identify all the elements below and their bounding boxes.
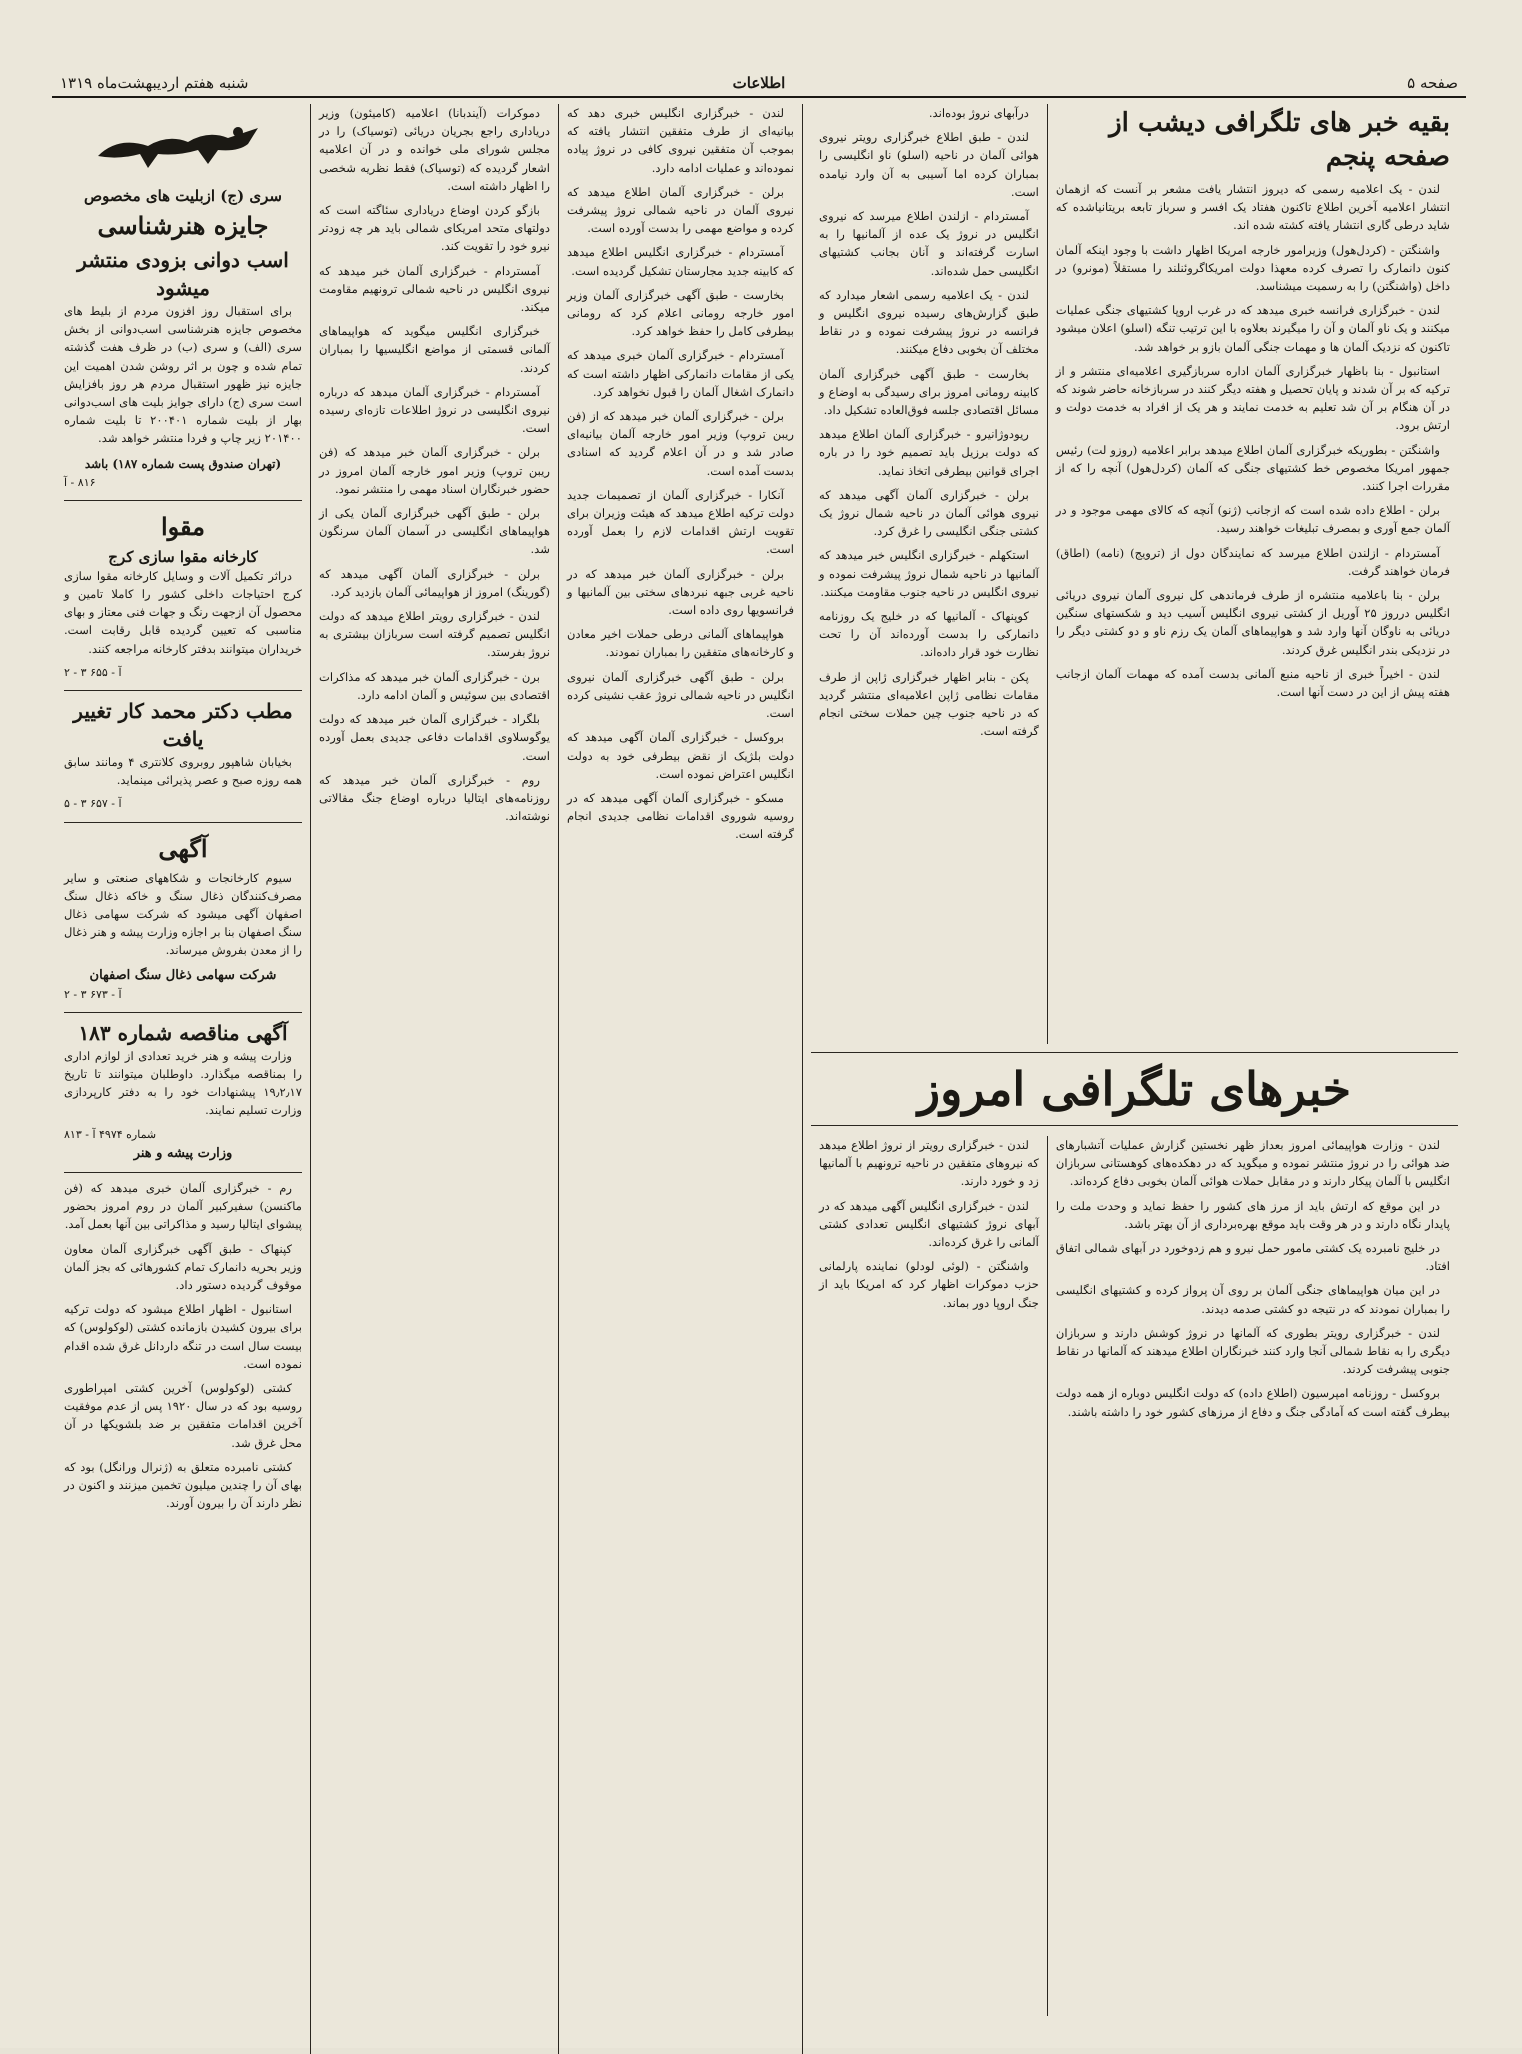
right-block-bottom xyxy=(811,1136,1458,2016)
ad-code: شماره ۴۹۷۴ آ - ۸۱۳ xyxy=(64,1127,157,1141)
tender-title: آگهی مناقصه شماره ۱۸۳ xyxy=(78,1020,288,1045)
news-item: مسکو - خبرگزاری آلمان آگهی میدهد که در روسیه شوروی اقدامات نظامی جدیدی انجام گرفته است. xyxy=(567,790,794,842)
coal-title: آگهی xyxy=(158,833,208,863)
ad-code: آ - ۶۵۵ ۳ - ۲ xyxy=(64,665,122,679)
column-3 xyxy=(558,104,802,2054)
news-item: آمستردام - ازلندن اطلاع میرسد که نمایندگان دول از (ترویج) (نامه) (اطاق) فرمان خواهند گرفت. xyxy=(1055,545,1450,578)
ad-code: آ - ۶۵۷ ۳ - ۵ xyxy=(64,797,122,811)
cardboard-subtitle: کارخانه مقوا سازی کرج xyxy=(108,547,258,566)
news-item: استانبول - اظهار اطلاع میشود که دولت ترکیه برای بیرون کشیدن بازمانده کشتی (لوکولوس) که بیست سال است در تنگه داردانل غرق شده اقدام نموده است. xyxy=(64,1302,302,1371)
news-item: در این موقع که ارتش باید از مرز های کشور را حفظ نماید و وحدت ملت را پایدار نگاه دارند و در هر وقت باید موقع بهره‌برداری از آن بهتر باشد. xyxy=(1055,1198,1450,1231)
clinic-title: مطب دکتر محمد کار تغییر یافت xyxy=(73,699,293,752)
news-item: کشتی نامبرده متعلق به (ژنرال ورانگل) بود که بهای آن را چندین میلیون تخمین میزنند و اکنون در نظر دارند آن را بیرون آورند. xyxy=(64,1459,302,1511)
cardboard-title: مقوا xyxy=(160,511,206,541)
news-item: برلن - خبرگزاری آلمان خبر میدهد که (فن ریبن تروپ) وزیر امور خارجه آلمان امروز در حضور خبرنگاران اسناد مهمی را منتشر نمود. xyxy=(319,445,550,496)
news-item: آمستردام - خبرگزاری آلمان خبر میدهد که نیروی انگلیس در ناحیه شمالی ترونهیم مقاومت میکند. xyxy=(319,263,550,315)
news-item: رم - خبرگزاری آلمان خبری میدهد که (فن ماکنسن) سفیرکبیر آلمان در روم امروز بحضور پیشوای ایتالیا رسید و مذاکراتی بین آنها بعمل آمد. xyxy=(64,1180,302,1232)
news-item: برلن - خبرگزاری آلمان خبر میدهد که در ناحیه غربی جبهه نبردهای سختی بین آلمانیها و فرانسویها روی داده است. xyxy=(567,566,794,618)
news-item: لندن - خبرگزاری رویتر از نروژ اطلاع میدهد که نیروهای متفقین در ناحیه ترونهیم با آلمانیها زد و خورد دارند. xyxy=(819,1138,1039,1189)
news-item: خبرگزاری انگلیس میگوید که هواپیماهای آلمانی قسمتی از مواضع انگلیسیها را بمباران کردند. xyxy=(319,324,550,375)
news-item: بروکسل - روزنامه امپرسیون (اطلاع داده) که دولت انگلیس دوباره از همه دولت بیطرف گفته است که آمادگی جنگ و دفاع از مرزهای کشور خود را داشته باشند. xyxy=(1055,1386,1450,1419)
tender-signature: وزارت پیشه و هنر xyxy=(133,1145,233,1161)
coal-body: سیوم کارخانجات و شکاههای صنعتی و سایر مصرف‌کنندگان ذغال سنگ و خاکه ذغال سنگ اصفهان آگهی میشود که شرکت سهامی ذغال سنگ اصفهان بنا بر اجازه وزارت پیشه و هنر ذغال را از معدن بفروش میرساند. xyxy=(64,870,302,958)
column-4 xyxy=(811,104,1047,1044)
news-item: برلن - طبق آگهی خبرگزاری آلمان یکی از هواپیماهای انگلیسی در آسمان آلمان سرنگون شد. xyxy=(319,506,550,557)
news-item: آنکارا - خبرگزاری آلمان از تصمیمات جدید دولت ترکیه اطلاع میدهد که هیئت وزیران برای تقویت ارتش اقدامات لازم را بعمل آورده است. xyxy=(567,487,794,557)
ad-code: آ - ۶۷۳ ۳ - ۲ xyxy=(64,987,122,1001)
news-item: آمستردام - خبرگزاری آلمان خبری میدهد که یکی از مقامات دانمارکی اظهار داشته است که دانمارک اشغال آلمان را قبول نخواهد کرد. xyxy=(567,348,794,399)
news-item: روم - خبرگزاری آلمان خبر میدهد که روزنامه‌های ایتالیا درباره اوضاع جنگ مقالاتی نوشته‌اند. xyxy=(319,772,550,824)
news-item: کشتی (لوکولوس) آخرین کشتی امپراطوری روسیه بود که در سال ۱۹۲۰ پس از عدم موفقیت آخرین اقدامات متفقین بر ضد بلشویکها در آن محل غرق شد. xyxy=(64,1380,302,1450)
tender-ad xyxy=(64,1013,302,1173)
column-2 xyxy=(310,104,558,2054)
news-item: لندن - خبرگزاری رویتر بطوری که آلمانها در نروژ کوشش دارند و سربازان دیگری را به نقاط شمالی آنجا وارد کنند خبرنگاران اطلاع میدهند که آلمانها در نقاط جنوبی پیشرفت کردند. xyxy=(1055,1325,1450,1377)
news-item: لندن - وزارت هواپیمائی امروز بعداز ظهر نخستین گزارش عملیات آتشبارهای ضد هوائی را در نروژ منتشر نموده و میگوید که در دهکده‌های کوهستانی سربازان انگلیس با آلمان پیکار دارند و در مقابل حملات هوائی آلمان بخوبی دفاع کرده‌اند. xyxy=(1055,1138,1450,1189)
news-item: برن - خبرگزاری آلمان خبر میدهد که مذاکرات اقتصادی بین سوئیس و آلمان ادامه دارد. xyxy=(319,669,550,702)
column-5-lower xyxy=(1047,1136,1458,2016)
news-item: لندن - خبرگزاری انگلیس آگهی میدهد که در آبهای نروژ کشتیهای انگلیس تعدادی کشتی آلمانی را غرق کرده‌اند. xyxy=(819,1198,1039,1250)
headline-today-telegraph: خبرهای تلگرافی امروز xyxy=(811,1052,1458,1126)
news-item: درآبهای نروژ بوده‌اند. xyxy=(928,106,1029,120)
news-item: برلن - خبرگزاری آلمان اطلاع میدهد که نیروی آلمان در ناحیه شمالی نروژ پیشرفت کرده و مواضع مهمی را بدست آورده است. xyxy=(567,184,794,236)
news-item: بلگراد - خبرگزاری آلمان خبر میدهد که دولت یوگوسلاوی اقدامات دفاعی جدیدی بعمل آورده است. xyxy=(319,712,550,763)
right-block-top xyxy=(811,104,1458,1044)
news-item: لندن - خبرگزاری فرانسه خبری میدهد که در غرب اروپا کشتیهای جنگی عملیات میکنند و یک ناو آلمان و آن را میگیرند بعلاوه با این ترتیب تنگه (اسلو) اعلان میشود تاکنون که نزدیک آلمان ها و مهمات جنگی آلمان بازو بر خواهد شد. xyxy=(1055,303,1450,354)
news-item: برلن - اطلاع داده شده است که ازجانب (ژنو) آنچه که کالای مهمی موجود و در آلمان جمع آوری و بمصرف تبلیغات خواهند رسید. xyxy=(1055,503,1450,536)
news-item: لندن - یک اعلامیه رسمی که دیروز انتشار یافت مشعر بر آنست که ازهمان انتشار اعلامیه آخرین اطلاع تاکنون هفتاد یک افسر و سرباز تابعه بریتانیاشده که شاید درطی گاری انتشار یافته کشته شده اند. xyxy=(1055,182,1450,233)
column-4-lower xyxy=(811,1136,1047,2016)
coal-ad xyxy=(64,823,302,1013)
lottery-series: سری (ج) ازبلیت های مخصوص xyxy=(84,187,282,205)
news-item: برلن - خبرگزاری آلمان خبر میدهد که از (فن ریبن تروپ) وزیر امور خارجه آلمان بیانیه‌ای صادر شد و در آن اعلام گردید که اسنادی بدست آمده است. xyxy=(567,409,794,478)
lottery-title: جایزه هنرشناسی xyxy=(97,211,269,240)
cardboard-ad xyxy=(64,501,302,691)
news-item: واشنگتن - (کردل‌هول) وزیرامور خارجه امریکا اظهار داشت با وجود اینکه آلمان کنون دانمارک را تصرف کرده معهذا دولت امریکاگروئنلند را مستقلاً (مونرو) در داخل (واشنگتن) را به رسمیت میشناسد. xyxy=(1055,242,1450,294)
cardboard-body: دراثر تکمیل آلات و وسایل کارخانه مقوا سازی کرج احتیاجات داخلی کشور را کاملا تامین و محصول آن ازجهت رنگ و جهات فنی معتاز و بهای مناسبی که تعیین گردیده قابل رقابت است. خریداران میتوانند بدفتر کارخانه مراجعه کنند. xyxy=(64,568,302,656)
news-item: بازگو کردن اوضاع دریاداری سئاگته است که دولتهای متحد امریکای شمالی باید هر چه زودتر نیرو خود را تقویت کند. xyxy=(319,203,550,254)
news-item: لندن - خبرگزاری رویتر اطلاع میدهد که دولت انگلیس تصمیم گرفته است سربازان بیشتری به نروژ بفرستد. xyxy=(319,609,550,660)
news-item: هواپیماهای آلمانی درطی حملات اخیر معادن و کارخانه‌های متفقین را بمباران نمودند. xyxy=(567,627,794,660)
ad-code: ۸۱۶ - آ xyxy=(64,475,96,489)
column-1-ads xyxy=(56,104,310,2054)
coal-signature: شرکت سهامی ذغال سنگ اصفهان xyxy=(89,967,277,983)
news-item: در خلیج نامبرده یک کشتی مامور حمل نیرو و هم زدوخورد در آبهای شمالی اتفاق افتاد. xyxy=(1055,1241,1450,1274)
news-item: دموکرات (آیندبانا) اعلامیه (کامیئون) وزیر دریاداری راجع بجریان دریائی (توسیاک) را در مجلس شورای ملی خوانده و در آن اعلامیه اشعار گردیده که (توسیاک) فقط نظریه شخصی را اظهار داشته است. xyxy=(319,106,550,193)
news-item: ریودوژانیرو - خبرگزاری آلمان اطلاع میدهد که دولت برزیل باید تصمیم خود را در باره اجرای قوانین بیطرفی اتخاذ نماید. xyxy=(819,427,1039,478)
tender-body: وزارت پیشه و هنر خرید تعدادی از لوازم اداری را بمناقصه میگذارد. داوطلبان میتوانند تا تاریخ ۱۹٫۲٫۱۷ پیشنهادات خود را به دفتر کارپردازی وزارت تسلیم نمایند. xyxy=(64,1048,302,1118)
news-item: بخارست - طبق آگهی خبرگزاری آلمان وزیر امور خارجه رومانی اعلام کرد که رومانی بیطرفی کامل را حفظ خواهد کرد. xyxy=(567,287,794,339)
news-item: برلن - خبرگزاری آلمان آگهی میدهد که نیروی هوائی آلمان در ناحیه شمال نروژ یک کشتی جنگی انگلیسی را غرق کرد. xyxy=(819,487,1039,539)
news-item: بروکسل - خبرگزاری آلمان آگهی میدهد که دولت بلژیک از نقض بیطرفی خود به دولت انگلیس اعتراض نموده است. xyxy=(567,730,794,781)
news-item: استکهلم - خبرگزاری انگلیس خبر میدهد که آلمانیها در ناحیه شمال نروژ پیشرفت نموده و نیروی انگلیس در ناحیه جنوب مقاومت میکنند. xyxy=(819,548,1039,599)
newspaper-name: اطلاعات xyxy=(732,74,786,92)
news-item: آمستردام - خبرگزاری انگلیس اطلاع میدهد که کابینه جدید مجارستان تشکیل گردیده است. xyxy=(567,245,794,278)
issue-date: شنبه هفتم اردیبهشت‌ماه ۱۳۱۹ xyxy=(60,74,249,92)
right-block xyxy=(802,104,1466,2054)
news-item: کپنهاک - طبق آگهی خبرگزاری آلمان معاون وزیر بحریه دانمارک تمام کشورهائی که بجز آلمان موقوف گردیده دستور داد. xyxy=(64,1241,302,1292)
column-5 xyxy=(1047,104,1458,1044)
news-item: پکن - بنابر اظهار خبرگزاری ژاپن از طرف مقامات نظامی ژاپن اعلامیه‌ای منتشر گردید که در ناحیه جنوب چین حملات سختی انجام گرفته است. xyxy=(819,669,1039,739)
news-item: آمستردام - خبرگزاری آلمان میدهد که درباره نیروی انگلیسی در نروژ اطلاعات تازه‌ای رسیده است. xyxy=(319,384,550,436)
news-item: واشنگتن - (لوئی لودلو) نماینده پارلمانی حزب دموکرات اظهار کرد که امریکا باید از جنگ اروپا دور بماند. xyxy=(819,1259,1039,1310)
lottery-headline: اسب دوانی بزودی منتشر میشود xyxy=(77,248,289,300)
masthead xyxy=(52,52,1466,98)
news-item: لندن - خبرگزاری انگلیس خبری دهد که بیانیه‌ای از طرف متفقین انتشار یافته که بموجب آن متفقین نیروی کافی در نروژ پیاده نموده‌اند و عملیات ادامه دارد. xyxy=(567,106,794,175)
news-item: لندن - طبق اطلاع خبرگزاری رویتر نیروی هوائی آلمان در ناحیه (اسلو) ناو انگلیسی را بمباران کرده اما آسیبی به آن وارد نیامده است. xyxy=(819,130,1039,199)
news-item: واشنگتن - بطوریکه خبرگزاری آلمان اطلاع میدهد برابر اعلامیه (روزو لت) رئیس جمهور امریکا مخصوص خط کشتیهای جنگی که آلمان (کردل‌هول) آنچه را که از مقررات اجرا کنند. xyxy=(1055,442,1450,494)
news-item: برلن - خبرگزاری آلمان آگهی میدهد که (گورینگ) امروز از هواپیمائی آلمان بازدید کرد. xyxy=(319,566,550,599)
page-number: صفحه ۵ xyxy=(1407,74,1458,92)
news-item: کوپنهاک - آلمانیها که در خلیج یک روزنامه دانمارکی را بدست آورده‌اند آن را تحت نظارت خود قرار داده‌اند. xyxy=(819,609,1039,660)
news-item: لندن - اخیراً خبری از ناحیه منبع آلمانی بدست آمده که مهمات آلمان ازجانب هفته پیش از این در دست آنها است. xyxy=(1055,666,1450,700)
news-item: استانبول - بنا باظهار خبرگزاری آلمان اداره سربازگیری اعلامیه‌ای منتشر و از ترکیه که بر آن شدند و پایان تحصیل و هفته دیگر کنند در سربازخانه حاضر شوند که در آن هنگام بر آن شد تعلیم به خدمت نمایند و هر یک از افراد به خدمت دولت و ارتش برود. xyxy=(1055,363,1450,433)
news-item: در این میان هواپیماهای جنگی آلمان بر روی آن پرواز کرده و کشتیهای انگلیسی را بمباران نمودند که در نتیجه دو کشتی صدمه دیدند. xyxy=(1055,1283,1450,1316)
news-item: آمستردام - ازلندن اطلاع میرسد که نیروی انگلیس در نروژ یک عده از آلمانیها را به اسارت گرفته‌اند و آنان بجانب کشتیهای انگلیسی حمل شده‌اند. xyxy=(819,209,1039,278)
horse-race-logo xyxy=(64,110,302,186)
columns xyxy=(52,104,1466,2054)
headline-continued: بقیه خبر های تلگرافی دیشب از صفحه پنجم xyxy=(1109,108,1450,172)
lottery-body: برای استقبال روز افزون مردم از بلیط های مخصوص جایزه هنرشناسی اسب‌دوانی از بخش سری (الف) و سری (ب) در ظرف هفت گذشته تمام شده و چون بر اثر روشن شدن اهمیت این جایزه نیز ظهور استقبال مردم هر روز بافزایش است سری (ج) دارای جوایز بلیت های اسب‌دوانی بهار از بلیت شماره ۲۰۰۴۰۱ تا بلیت شماره ۲۰۱۴۰۰ زیر چاپ و فردا منتشر خواهد شد. xyxy=(64,304,302,446)
clinic-ad xyxy=(64,691,302,823)
news-item: برلن - طبق آگهی خبرگزاری آلمان نیروی انگلیس در ناحیه شمالی نروژ عقب نشینی کرده است. xyxy=(567,669,794,721)
clinic-body: بخیابان شاهپور روبروی کلانتری ۴ ومانند سابق همه روزه صبح و عصر پذیرائی مینماید. xyxy=(64,755,302,788)
lottery-footer: (تهران صندوق پست شماره ۱۸۷) باشد xyxy=(84,456,282,471)
news-item: بخارست - طبق آگهی خبرگزاری آلمان کابینه رومانی امروز برای رسیدگی به اوضاع و مسائل اقتصادی جلسه فوق‌العاده تشکیل داد. xyxy=(819,366,1039,418)
news-item: برلن - بنا باعلامیه منتشره از طرف فرماندهی کل نیروی آلمان نیروی دریائی انگلیس درروز ۲۵ آوریل از کشتی نیروی انگلیس آسیب دید و شکستهای سنگین دریائی به ناوگان آنها وارد شد و هواپیماهای آلمان یک رزم ناو و دو کشتی دیگر را در نزدیکی بندر انگلیس غرق کردند. xyxy=(1055,588,1450,657)
column-1-news xyxy=(64,1173,302,1512)
news-item: لندن - یک اعلامیه رسمی اشعار میدارد که طبق گزارش‌های رسیده نیروی انگلیس و فرانسه در نروژ پیشرفت نموده و در نقاط مختلف آن بخوبی دفاع میکنند. xyxy=(819,287,1039,357)
lottery-ad xyxy=(64,104,302,501)
